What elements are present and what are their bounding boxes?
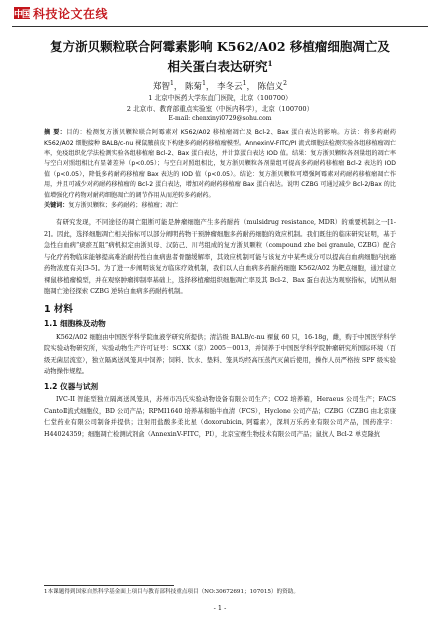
author: 郑智 (153, 82, 171, 93)
title-footnote-mark: 1 (267, 59, 273, 68)
footnote: 1本课题得到国家自然科学基金面上项目与教育部科技重点项目（NO:30672691；107015）的资助。 (44, 589, 299, 595)
page-number: - 1 - (213, 604, 227, 612)
subsection-heading: 1.2 仪器与试剂 (44, 381, 99, 391)
section-heading: 1 材料 (44, 303, 73, 315)
logo-text: 科技论文在线 (33, 6, 109, 21)
header-rule (12, 26, 428, 27)
paper-title (44, 38, 396, 75)
logo-mark: 中国 (14, 7, 30, 19)
author: 陈信义 (257, 82, 284, 93)
author-aff-mark: 1 (170, 80, 174, 88)
abstract (44, 128, 396, 201)
affiliation: 2 北京市、教育部重点实验室（中医内科学），北京（100700） (126, 105, 314, 114)
author-aff-mark: 1 (242, 80, 247, 88)
body-paragraph: K562/A02 细胞由中国医学科学院血液学研究所提供；清洁级 BALB/c-nu 裸鼠 60 只，16-18g，雌，购于中国医学科学院实验动物研究所，实验动物生产许可证号：SCXK（京）2005－0013，并饲养于中国医学科学院肿瘤研究所国际环境（百级无菌层流室），独立隔离送风笼具中饲养；饲料、饮水、垫料、笼具均经高压蒸汽灭菌后使用，操作人员严格按 SPF 级实验动物操作规程。 (44, 333, 396, 376)
body-paragraph: IVC-II 智能型独立隔离送风笼具，苏州市冯氏实验动物设备有限公司生产；CO2 培养箱，Heraeus 公司生产；FACS CantoⅡ流式细胞仪，BD 公司产品；RPMI1640 培养基和胎牛血清（FCS），Hyclone 公司产品；CZBG（CZBG 由北京康仁堂药业有限公司制备并提供；注射用盐酸多柔比星（doxorubicin, 阿霉素），深圳万乐药业有限公司产品，国药准字：H44024359；细胞凋亡检测试剂盒（AnnexinV-FITC，PI），北京宝赛生物技术有限公司产品；鼠抗人 Bcl-2 单克隆抗 (44, 396, 396, 438)
author: 陈菊 (185, 82, 203, 93)
abstract-label: 摘 要： (44, 129, 67, 137)
footnote-rule (44, 585, 174, 586)
intro-paragraph: 有研究发现，不同途径的凋亡阻断可能是肿瘤细胞产生多药耐药（mulsidrug resistance, MDR）的重要机制之一[1-2]。因此，选择细胞凋亡相关指标可以部分阐明药物干预肿瘤细胞多药耐药细胞的效应机制。我们既往的临床研究证明，基于急性白血病“痰瘀互阻”病机拟定由浙贝母、汉防己、川芎组成的复方浙贝颗粒（compound zhe bei granule, CZBG）配合与化疗药物临床能够提高难治耐药性白血病患者骨髓缓解率，其效应机制可能与该复方中某些成分可以提高白血病细胞内抗癌药物浓度有关[3-5]。为了进一步阐明该复方临床疗效机制，我们以人白血病多药耐药细胞 K562/A02 为靶点细胞，通过建立裸鼠移植瘤模型，并在观察肿瘤抑制率基础上，选择移植瘤组织细胞凋亡率及其 Bcl-2、Bax 蛋白表达为观察指标，试图从细胞凋亡途径探索 CZBG 逆转白血病多药耐药机制。 (44, 219, 396, 296)
author: 李冬云 (217, 82, 243, 93)
site-logo (14, 2, 108, 24)
author-email: E-mail: chenxinyi0729@sohu.com (168, 115, 272, 123)
title-text: 复方浙贝颗粒联合阿霉素影响 K562/A02 移植瘤细胞凋亡及相关蛋白表达研究 (50, 39, 390, 75)
keywords (44, 201, 396, 211)
keywords-label: 关键词： (44, 202, 69, 209)
author-list: 郑智$^1$， 陈菊$^1$， 李冬云$^1$， 陈信义$^2$ (153, 80, 287, 93)
author-aff-mark: 1 (202, 80, 206, 88)
subsection-heading: 1.1 细胞株及动物 (44, 319, 106, 329)
paper-page (44, 34, 396, 440)
keywords-text: 复方浙贝颗粒；多药耐药；移植瘤；凋亡 (68, 202, 179, 209)
affiliation: 1 北京中医药大学东直门医院，北京（100700） (148, 94, 292, 103)
abstract-text: 目的：检测复方浙贝颗粒联合阿霉素对 K562/A02 移植瘤凋亡及 Bcl-2、Bax 蛋白表达的影响。方法：将多药耐药 K562/A02 细胞接种 BALB/c-nu 裸鼠腋前皮下构建多药耐药移植瘤模型。AnnexinV-FITC/PI 流式细胞法检测实验各组移植瘤凋亡率，免疫组织化学法检测实验各组移植瘤 Bcl-2、Bax 蛋白表达，并计算蛋白表达 IOD 值。结果：复方浙贝颗粒各剂量组的凋亡率与空白对照组相比有显著差异（p<0.05）；与空白对照组相比，复方浙贝颗粒各剂量组可提高多药耐药移植瘤 Bcl-2 表达的 IOD 值（p<0.05），降低多药耐药移植瘤 Bax 表达的 IOD 值（p<0.05）。结论：复方浙贝颗粒可增强阿霉素对药耐药移植瘤凋亡作用，并且可减少对药耐药移植瘤的 Bcl-2 蛋白表达，增加对药耐药移植瘤 Bax 蛋白表达。说明 CZBG 可通过减少 Bcl-2/Bax 的比值增强化疗药物对耐药细胞凋亡的调节作用从而逆转多药耐药。 (44, 129, 397, 199)
author-aff-mark: 2 (283, 80, 287, 88)
paper-body (44, 217, 396, 440)
